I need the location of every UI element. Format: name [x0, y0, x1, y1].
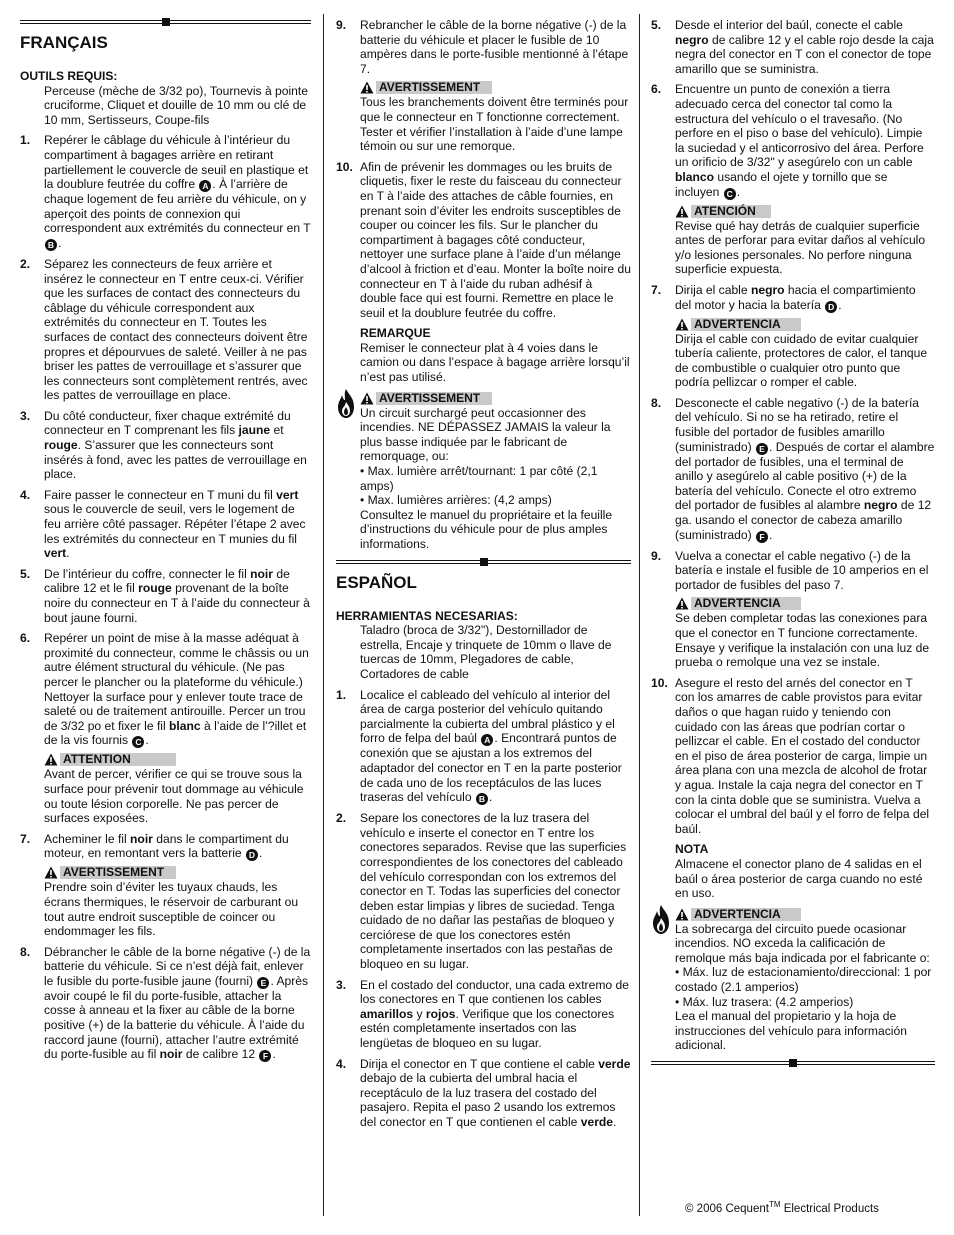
warning-triangle-icon [44, 866, 58, 879]
column-3 [651, 18, 935, 1067]
flame-icon [336, 388, 356, 420]
attention-text: Avant de percer, vérifier ce qui se trouve sous la surface pour prévenir tout dommage au véhicule ou toute lésion corporelle. Ne pas percer de surfaces exposées. [44, 767, 304, 826]
callout-f-icon: F [259, 1050, 271, 1062]
tools-heading: OUTILS REQUIS: [20, 69, 118, 83]
step-4: 4. Dirija el conector en T que contiene el cable verde debajo de la cubierta del umbral hacia el receptáculo de la luz trasera del costado del pasajero. Repita el paso 2 usando los extremos del conector en T que contienen el cable verde. [336, 1056, 631, 1129]
fire-warning-line: Consultez le manuel du propriétaire et la feuille d’instructions du véhicule pour de plus amples informations. [360, 507, 613, 551]
step-7: 7. Acheminer le fil noir dans le compartiment du moteur, en remontant vers la batterie D . [20, 831, 289, 861]
section-title-espanol: ESPAÑOL [336, 572, 417, 592]
step-5: 5. Desde el interior del baúl, conecte el cable negro de calibre 12 y el cable rojo desde la caja negra del conector en T con el conector de tope amarillo que se suministra. [651, 18, 934, 76]
tools-heading: HERRAMIENTAS NECESARIAS: [336, 608, 518, 623]
callout-a-icon: A [199, 180, 211, 192]
warning-box [336, 80, 631, 153]
column-1 [20, 18, 311, 1068]
advertencia-text: Dirija el cable con cuidado de evitar cualquier tubería caliente, protectores de calor, el tanque de combustible o cualquier otro punto que podría pellizcar o romper el cable. [675, 331, 928, 390]
step-2: 2. Séparez les connecteurs de feux arrière et insérez le connecteur en T entre ceux-ci. Vérifier que les surfaces de contact des connecteurs du câblage du véhicule correspondent aux extrémités du connecteur en T. Toutes les surfaces de contact des connecteurs doivent être propres et dépourvues de saleté. Veiller à ne pas briser les pattes de verrouillage et s’assurer que les connecteurs sont complètement rentrés, avec les pattes de verrouillage en place. [20, 256, 308, 403]
note-heading: NOTA [675, 842, 709, 857]
tools-list: Taladro (broca de 3/32"), Destornillador de estrella, Encaje y trinquete de 10mm o llave de tuercas de 10mm, Plegadores de cable, Cortadores de cable [360, 623, 612, 681]
step-6: 6. Repérer un point de mise à la masse adéquat à proximité du connecteur, comme le châssis ou un autre élément structural du véhicule. (Ne pas percer le plancher ou la plateforme du véhicule.) Nettoyer la surface pour y enlever toute trace de saleté ou de traitement antirouille. Percer un trou de 3/32 po et fixer le fil blanc à l’aide de l’?illet et de la vis fournis C . [20, 631, 309, 748]
step-8: 8. Desconecte el cable negativo (-) de la batería del vehículo. Si no se ha retirado, retire el fusible del portador de fusibles amarillo (suministrado) E . Después de cortar el alambre del portador de fusibles, una el terminal de anillo y asegúrelo al cable positivo (+) de la batería del vehículo. Conecte el otro extremo del portador de fusibles al alambre negro de 12 ga. usando el conector de cabeza amarillo (suministrado) F . [651, 395, 935, 542]
note-box [336, 326, 631, 384]
callout-e-icon: E [756, 443, 768, 455]
atencion-text: Revise qué hay detrás de cualquier superficie antes de perforar para evitar daños al vehículo y/o lesiones personales. No perfore ninguna superficie expuesta. [675, 218, 926, 277]
warning-triangle-icon [675, 597, 689, 610]
step-3: 3. Du côté conducteur, fixer chaque extrémité du connecteur en T comprenant les fils jaune et rouge. S’assurer que les connecteurs sont insérés à fond, avec les pattes de verrouillage en place. [20, 408, 307, 482]
note-text: Remiser le connecteur plat à 4 voies dans le camion ou dans l’espace à bagage arrière lorsqu’il n’est pas utilisé. [360, 340, 630, 385]
attention-box [20, 752, 311, 825]
fire-warning-line: Un circuit surchargé peut occasionner des incendies. NE DÉPASSEZ JAMAIS la valeur la plus basse indiquée par le fabricant de remorquage, ou: [360, 405, 611, 464]
column-2 [336, 18, 631, 1136]
attention-label: ATTENTION [60, 753, 176, 766]
warning-triangle-icon [675, 205, 689, 218]
atencion-label: ATENCIÓN [691, 205, 771, 218]
callout-b-icon: B [45, 239, 57, 251]
note-box [651, 842, 935, 900]
advertencia-box [651, 317, 935, 390]
section-rule [336, 558, 631, 566]
step-1: 1. Localice el cableado del vehículo al interior del área de carga posterior del vehículo quitando parcialmente la cubierta del umbral plástico y el forro de felpa del baúl A . Encontrará puntos de conexión que se ajustan a los extremos del adaptador del conector en T en la parte posterior de cada uno de los receptáculos de las luces traseras del vehículo B . [336, 687, 622, 805]
fire-warning-line: Lea el manual del propietario y la hoja de instrucciones del vehículo para información adicional. [675, 1009, 907, 1053]
section-rule [20, 18, 311, 26]
fire-warning-line: La sobrecarga del circuito puede ocasionar incendios. NO exceda la calificación de remolque más baja indicada por el fabricante o: [675, 921, 930, 965]
callout-f-icon: F [756, 531, 768, 543]
step-3: 3. En el costado del conductor, una cada extremo de los conectores en T que contienen los cables amarillos y rojos. Verifique que los conectores estén completamente insertados con las lengüetas de bloqueo en su lugar. [336, 977, 629, 1051]
step-4: 4. Faire passer le connecteur en T muni du fil vert sous le couvercle de seuil, vers le logement de feu arrière côté passager. Répéter l’étape 2 avec les extrémités du connecteur en T munies du fil vert. [20, 487, 306, 561]
step-10: 10. Asegure el resto del arnés del conector en T con los amarres de cable provistos para evitar daños o que hagan ruido y teniendo con cuidado con las áreas que podrían cortar o pellizcar el cable. En el costado del conductor en el piso de área posterior de carga, limpie un área plana con una mezcla de alcohol de frotar y agua. Instale la caja negra del conector en T con la cinta doble que se suministra. Vuelva a colocar el umbral del baúl y el forro de felpa del baúl. [651, 675, 930, 836]
advertencia-label: ADVERTENCIA [691, 597, 801, 610]
fire-warning-line: • Max. lumières arrières: (4,2 amps) [360, 493, 552, 508]
note-text: Almacene el conector plano de 4 salidas en el baúl o área posterior de carga cuando no esté en uso. [675, 856, 923, 901]
fire-warning-box [336, 391, 631, 552]
fire-warning-box [651, 907, 935, 1053]
warning-triangle-icon [44, 753, 58, 766]
step-8: 8. Débrancher le câble de la borne négative (-) de la batterie du véhicule. Si ce n’est déjà fait, enlever le fusible du porte-fusible jaune (fourni) E . Après avoir coupé le fil du porte-fusible, attacher la cosse à anneau et la fixer au câble de la borne positive (+) de la batterie du véhicule. À l’aide du raccord jaune (fourni), attacher l’autre extrémité du porte-fusible au fil noir de calibre 12 F . [20, 944, 311, 1062]
callout-d-icon: D [246, 849, 258, 861]
tools-list: Perceuse (mèche de 3/32 po), Tournevis à pointe cruciforme, Cliquet et douille de 10 mm ou clé de 10 mm, Sertisseurs, Coupe-fils [44, 83, 308, 127]
column-divider [639, 14, 640, 1216]
step-7: 7. Dirija el cable negro hacia el compartimiento del motor y hacia la batería D . [651, 282, 916, 312]
callout-b-icon: B [476, 793, 488, 805]
fire-warning-label: ADVERTENCIA [691, 908, 801, 921]
warning-label: AVERTISSEMENT [60, 866, 176, 879]
warning-triangle-icon [360, 392, 374, 405]
atencion-box [651, 204, 935, 277]
copyright: © 2006 Cequent™ Electrical Products [685, 1200, 879, 1215]
warning-box [20, 865, 311, 938]
callout-c-icon: C [724, 188, 736, 200]
section-rule [651, 1059, 935, 1067]
fire-warning-line: • Máx. luz de estacionamiento/direccional: 1 por costado (2.1 amperios) [675, 965, 932, 995]
section-title-francais: FRANÇAIS [20, 33, 108, 52]
advertencia-text: Se deben completar todas las conexiones para que el conector en T funcione correctamente. Ensaye y verifique la instalación con una luz de prueba o remolque una vez se instale. [675, 611, 930, 670]
note-heading: REMARQUE [360, 326, 431, 341]
step-2: 2. Separe los conectores de la luz trasera del vehículo e inserte el conector en T entre los conectores separados. Revise que las superficies correspondientes de los conectores del cableado del vehículo correspondan con los extremos del conector en T. Todas las superficies del conector deben estar limpias y libres de suciedad. Tenga cuidado de no dañar las pestañas de bloqueo y cerciórese de que los conectores estén completamente insertados con las pestañas de bloqueo en su lugar. [336, 811, 627, 972]
step-6: 6. Encuentre un punto de conexión a tierra adecuado cerca del conector tal como la estructura del vehículo o el travesaño. (No perfore en el piso o base del vehículo). Limpie la suciedad y el anticorrosivo del área. Perfore un orificio de 3/32" y asegúrelo con un cable blanco usando el ojete y tornillo que se incluyen C . [651, 82, 924, 199]
warning-triangle-icon [360, 81, 374, 94]
callout-a-icon: A [481, 734, 493, 746]
step-9: 9. Rebrancher le câble de la borne négative (-) de la batterie du véhicule et placer le fusible de 10 ampères dans le porte-fusible mentionné à l’étape 7. [336, 18, 629, 76]
advertencia-label: ADVERTENCIA [691, 318, 801, 331]
flame-icon [651, 904, 671, 936]
column-divider [323, 14, 324, 1216]
callout-e-icon: E [257, 977, 269, 989]
warning-text: Prendre soin d’éviter les tuyaux chauds, les écrans thermiques, le réservoir de carburant ou tout autre endroit susceptible de coincer ou endommager les fils. [44, 880, 299, 939]
step-9: 9. Vuelva a conectar el cable negativo (-) de la batería e instale el fusible de 10 amperios en el portador de fusibles del paso 7. [651, 548, 929, 592]
advertencia-box [651, 596, 935, 669]
warning-triangle-icon [675, 908, 689, 921]
callout-c-icon: C [132, 736, 144, 748]
step-5: 5. De l’intérieur du coffre, connecter le fil noir de calibre 12 et le fil rouge provenant de la boîte noire du connecteur en T à l’aide du connecteur à bout jaune fourni. [20, 566, 310, 625]
warning-triangle-icon [675, 318, 689, 331]
step-1: 1. Repérer le câblage du véhicule à l’intérieur du compartiment à bagages arrière en retirant partiellement le couvercle de seuil en plastique et la doublure feutrée du coffre A . À l’arrière de chaque logement de feu arrière du véhicule, on y aperçoit des points de connexion qui correspondent aux extrémités du connecteur en T B . [20, 133, 311, 250]
step-10: 10. Afin de prévenir les dommages ou les bruits de cliquetis, fixer le reste du faisceau du connecteur en T à l’aide des attaches de câble fournies, en prenant soin d’éviter les endroits susceptibles de couper ou coincer les fils. Sur le plancher du compartiment à bagages côté conducteur, nettoyer une surface plane à l’aide d’un mélange d’alcool à friction et d’eau. Monter la boîte noire du connecteur en T à l’aide du ruban adhésif à double face qui est fourni. Remettre en place le seuil et la doublure feutrée du coffre. [336, 159, 631, 320]
fire-warning-label: AVERTISSEMENT [376, 392, 492, 405]
fire-warning-line: • Max. lumière arrêt/tournant: 1 par côté (2,1 amps) [360, 464, 598, 493]
callout-d-icon: D [825, 301, 837, 313]
fire-warning-line: • Máx. luz trasera: (4.2 amperios) [675, 994, 854, 1009]
warning-label: AVERTISSEMENT [376, 81, 492, 94]
warning-text: Tous les branchements doivent être terminés pour que le connecteur en T fonctionne correctement. Tester et vérifier l’installation à l’aide d’une lampe témoin ou sur une remorque. [360, 95, 629, 154]
